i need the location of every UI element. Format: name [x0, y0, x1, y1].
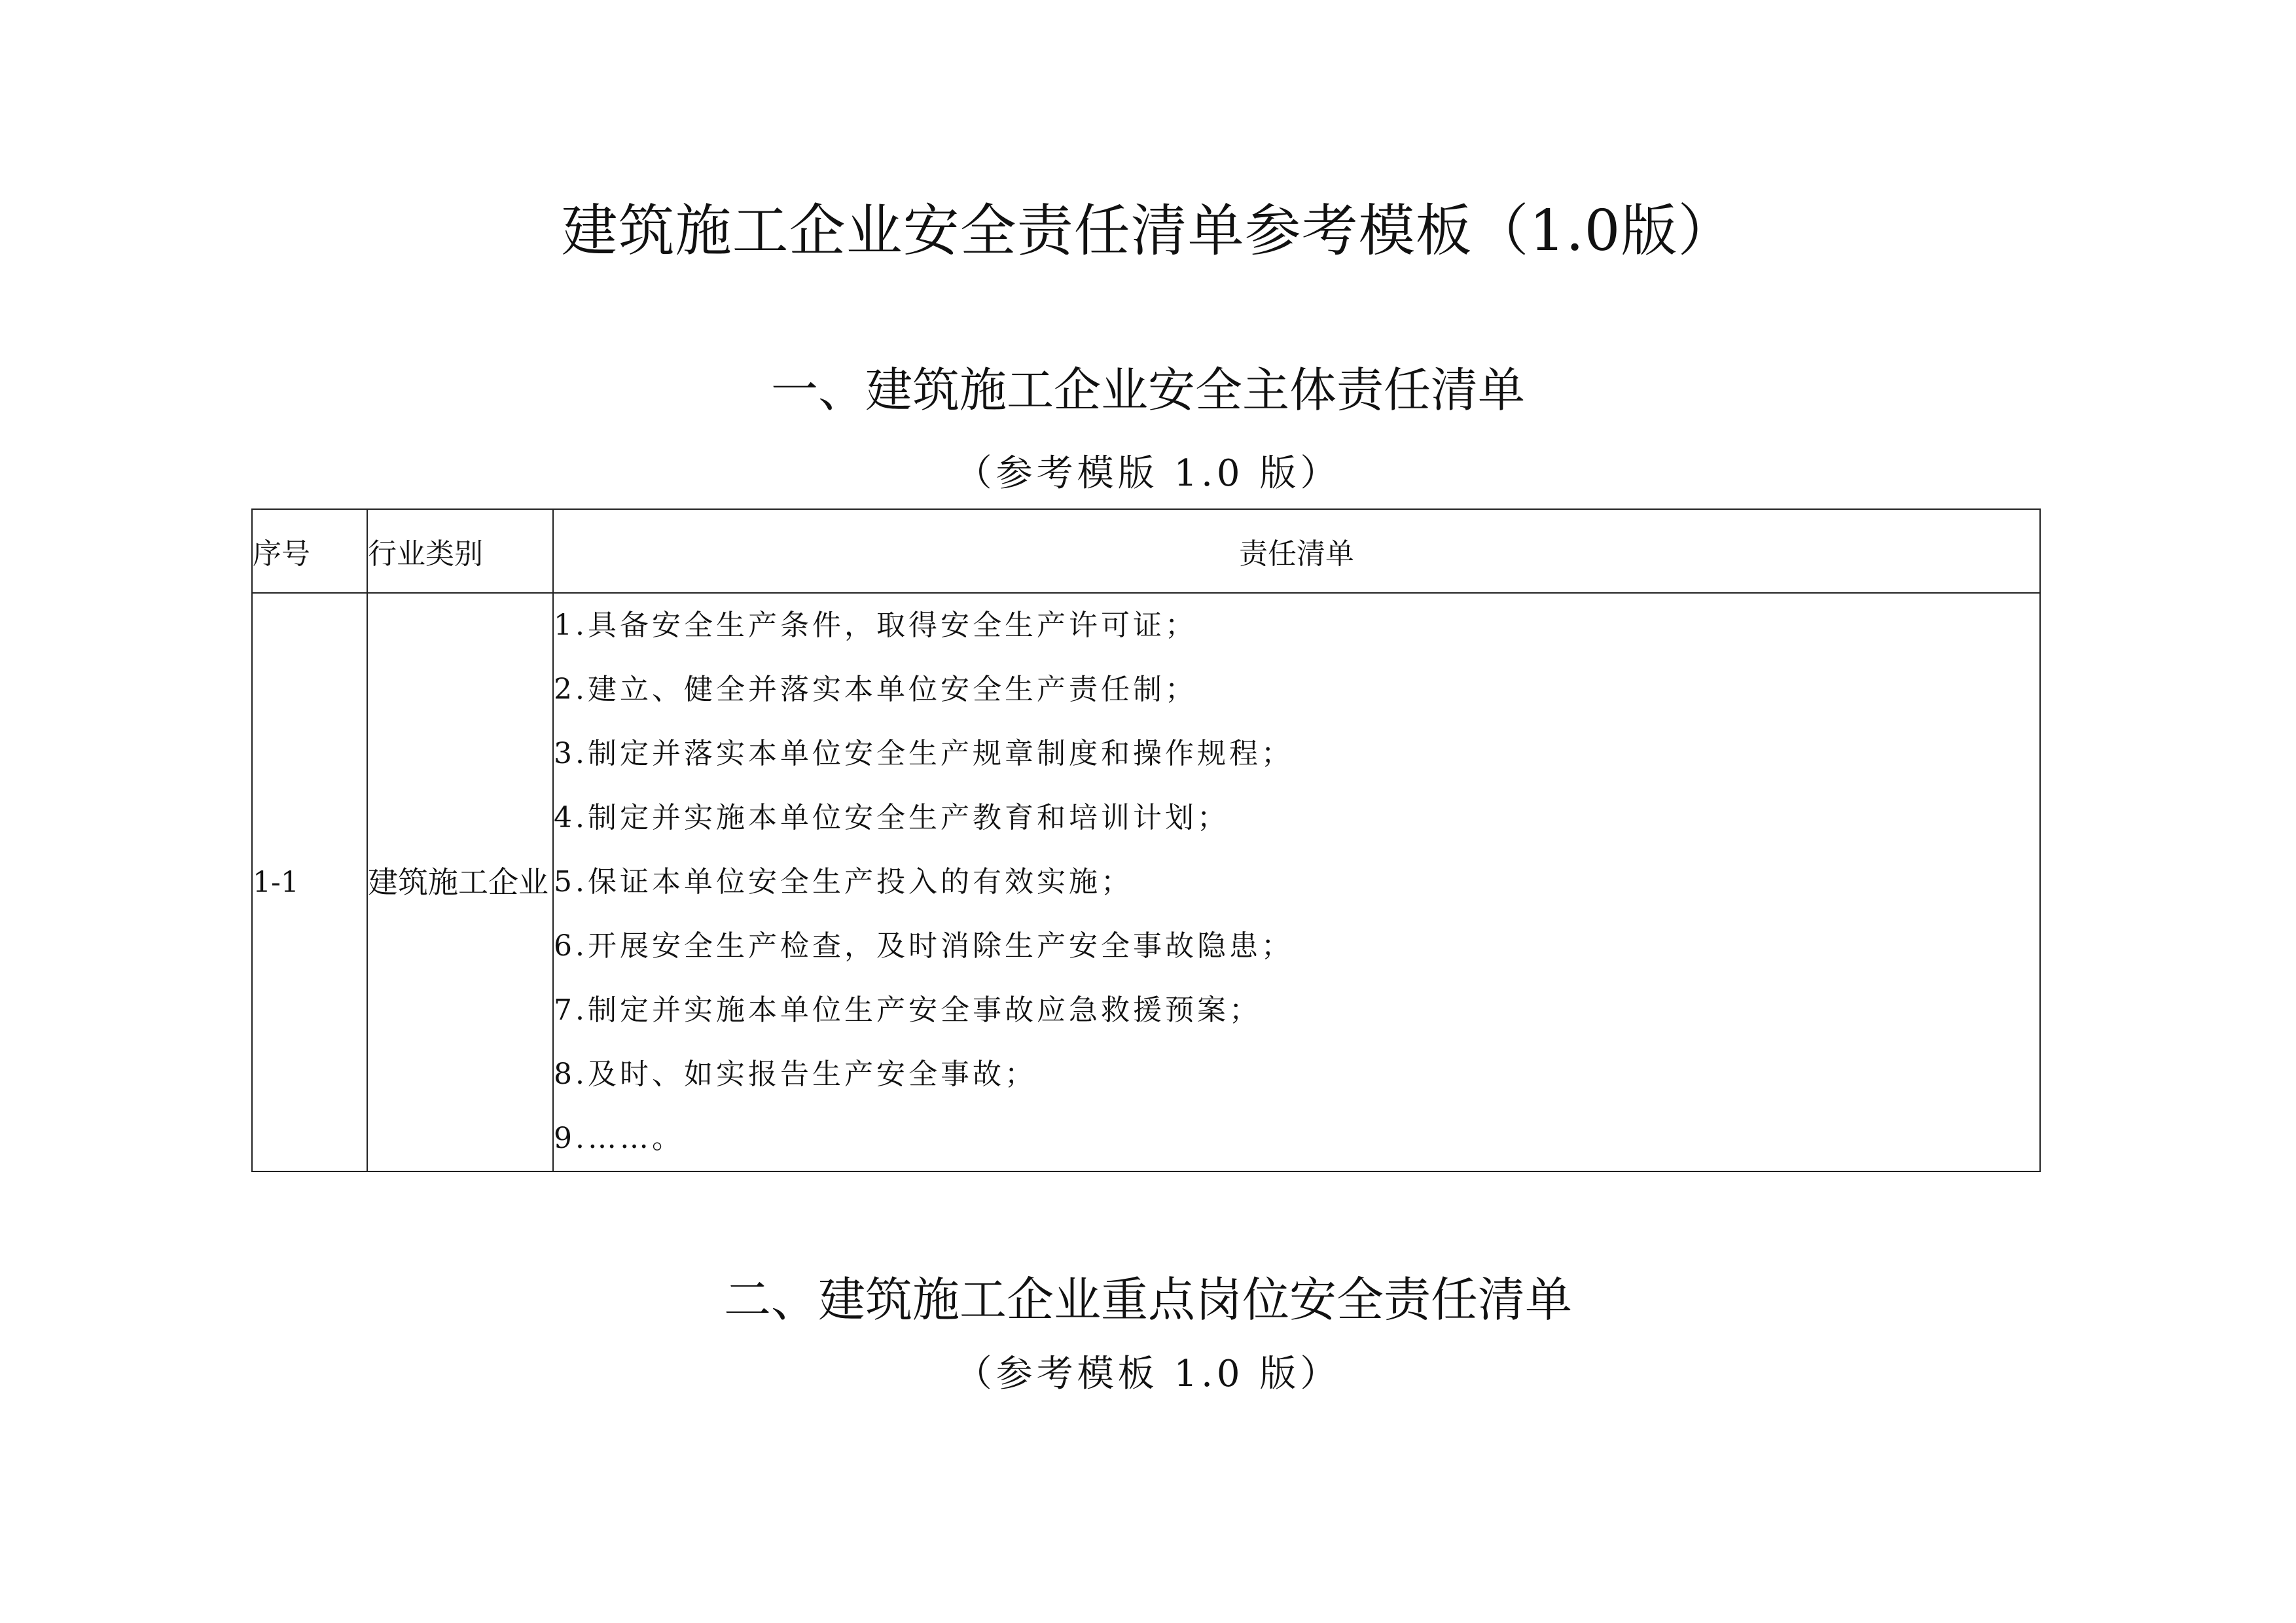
- row-items: [553, 593, 2040, 1171]
- list-item: 7.制定并实施本单位生产安全事故应急救援预案；: [554, 993, 1261, 1027]
- section1-subtitle: （参考模版 1.0 版）: [955, 452, 1341, 495]
- section2-title: 二、建筑施工企业重点岗位安全责任清单: [723, 1272, 1572, 1327]
- list-item: 9.……。: [554, 1122, 684, 1155]
- list-item: 2.建立、健全并落实本单位安全生产责任制；: [554, 673, 1197, 706]
- document-title: 建筑施工企业安全责任清单参考模板（1.0版）: [561, 198, 1735, 264]
- header-category: 行业类别: [367, 509, 553, 593]
- list-item: 6.开展安全生产检查，及时消除生产安全事故隐患；: [554, 929, 1293, 963]
- section2-subtitle: （参考模板 1.0 版）: [955, 1353, 1341, 1395]
- section1-title: 一、建筑施工企业安全主体责任清单: [770, 363, 1525, 418]
- row-category: 建筑施工企业: [367, 593, 553, 1171]
- list-item: 5.保证本单位安全生产投入的有效实施；: [554, 865, 1133, 899]
- list-item: 8.及时、如实报告生产安全事故；: [554, 1058, 1037, 1091]
- header-list: 责任清单: [553, 509, 2040, 593]
- table-header-row: [252, 509, 2040, 593]
- list-item: 1.具备安全生产条件，取得安全生产许可证；: [554, 609, 1197, 642]
- responsibility-table: [251, 508, 2041, 1172]
- list-item: 3.制定并落实本单位安全生产规章制度和操作规程；: [554, 737, 1293, 770]
- list-item: 4.制定并实施本单位安全生产教育和培训计划；: [554, 801, 1229, 834]
- row-seq: 1-1: [252, 593, 367, 1171]
- header-seq: 序号: [252, 509, 367, 593]
- table-row: [252, 593, 2040, 1171]
